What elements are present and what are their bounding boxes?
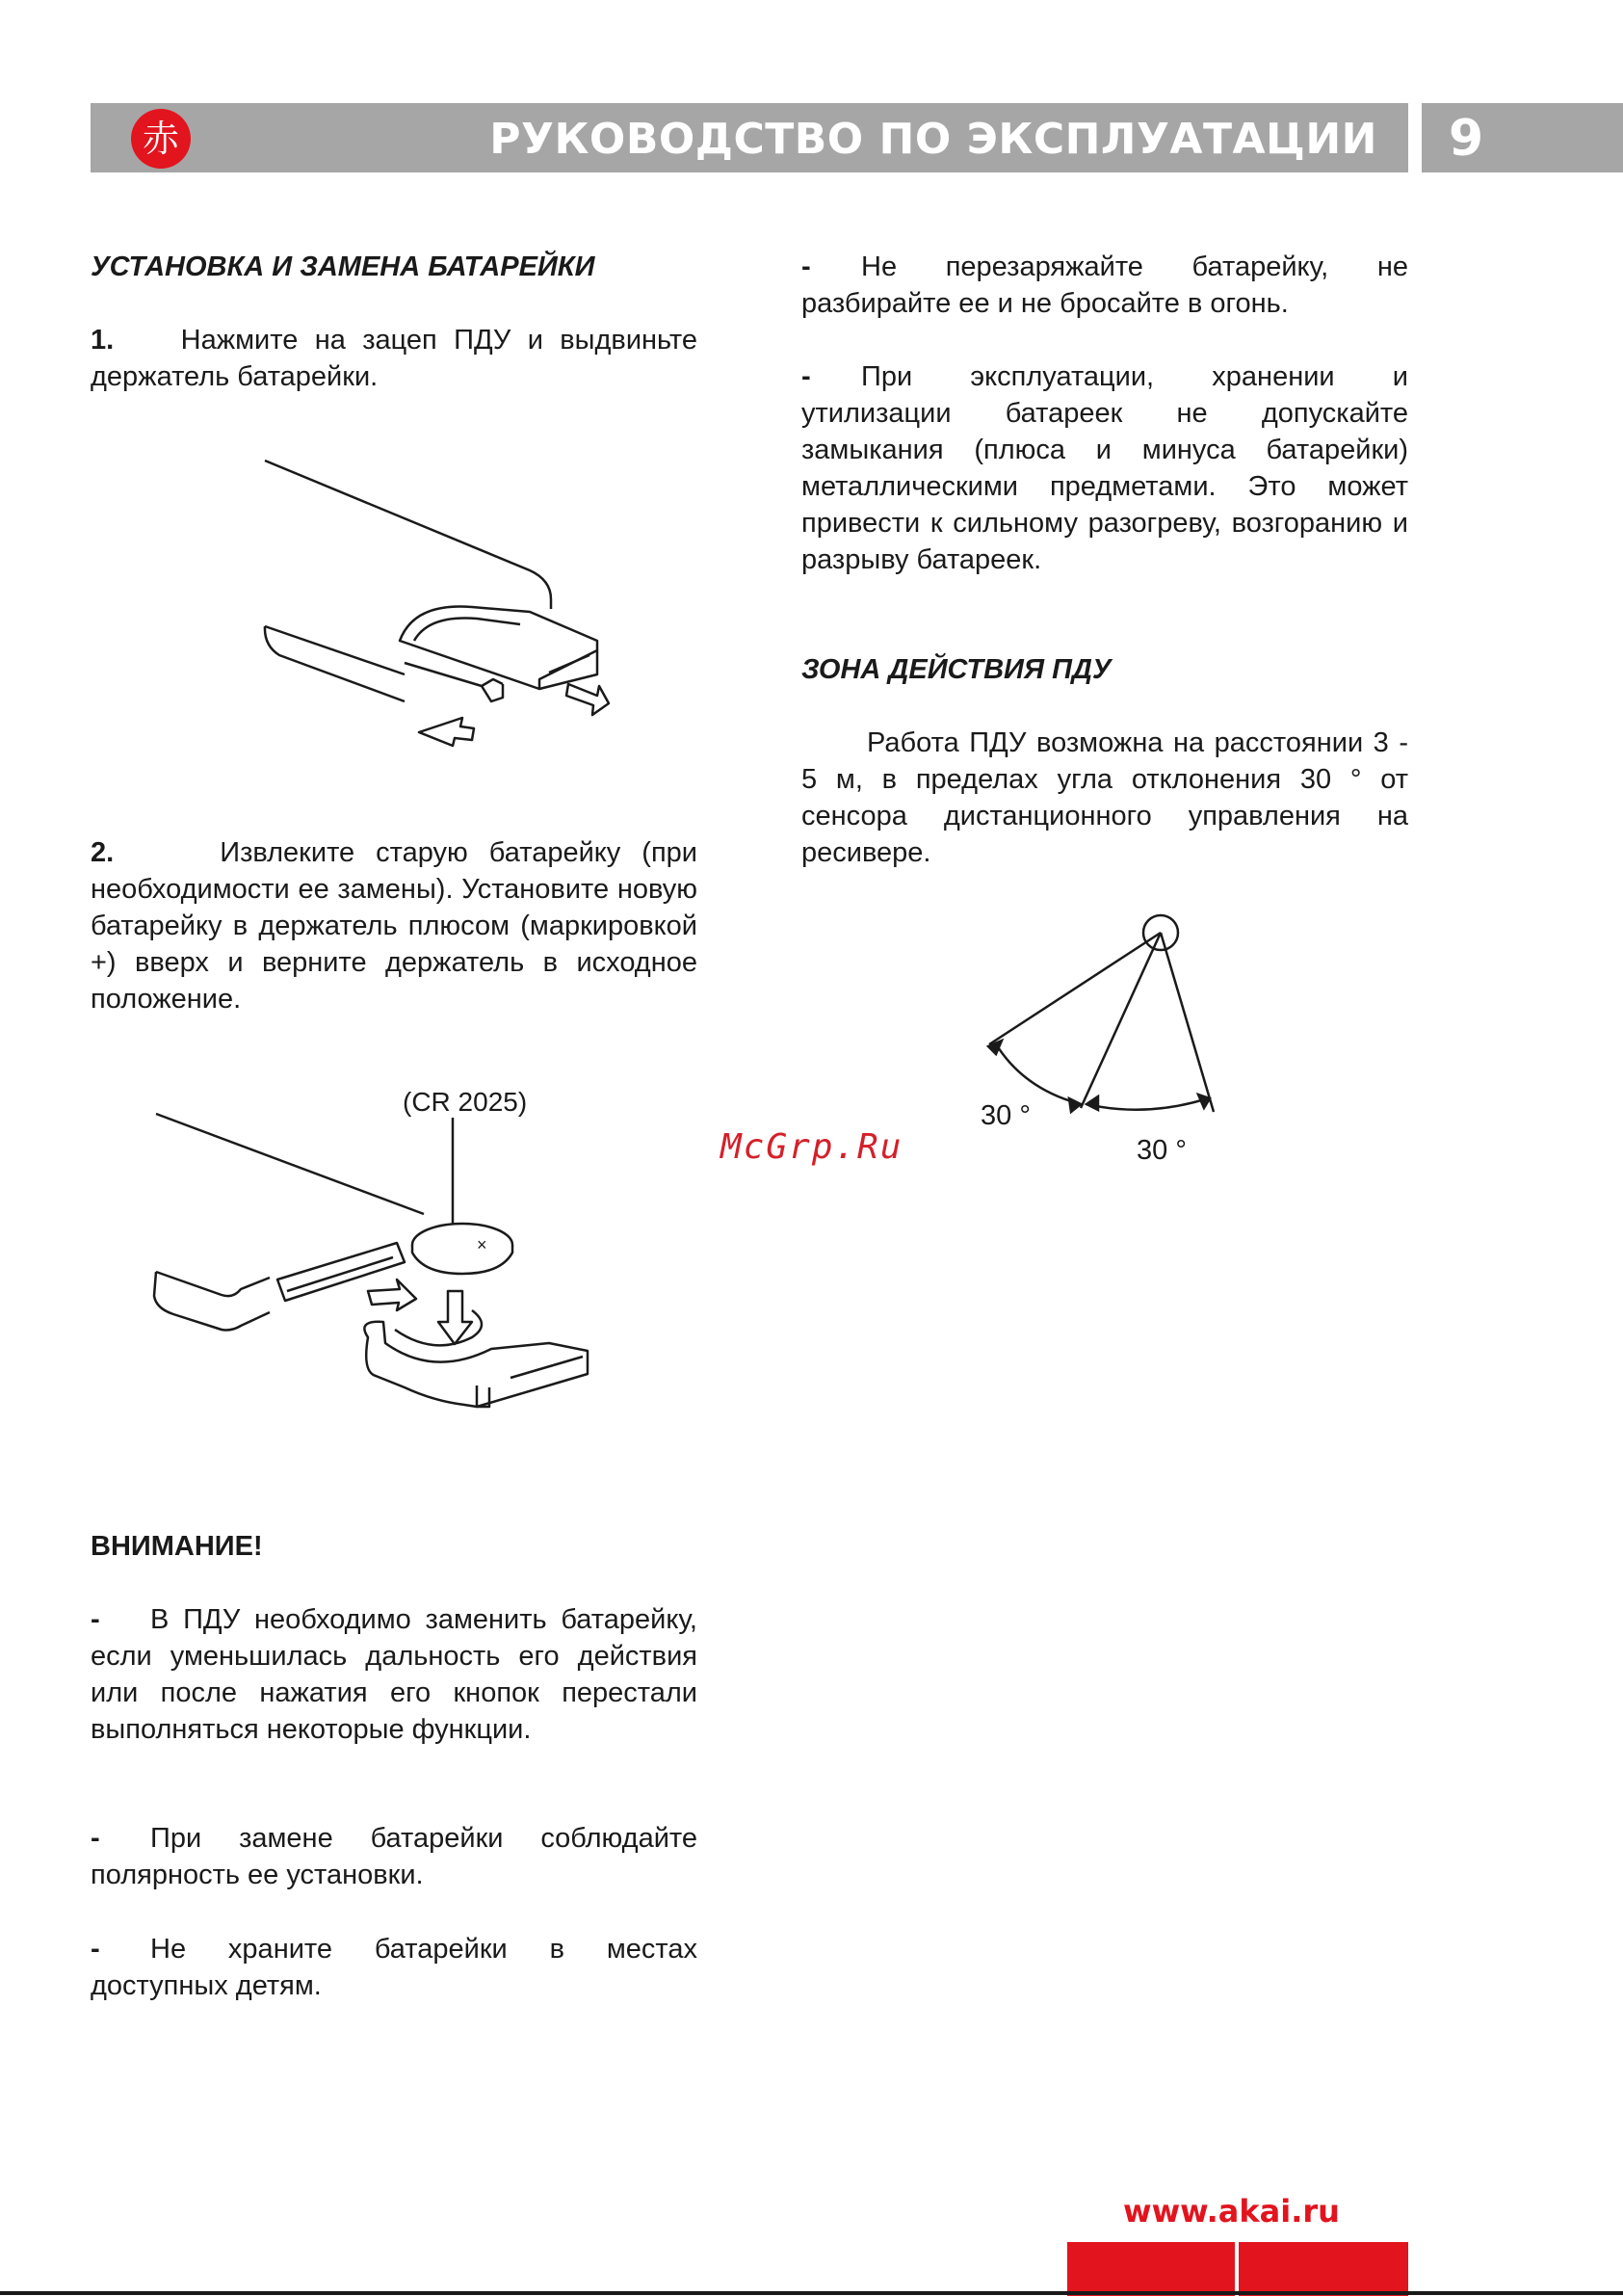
push-arrow-icon (419, 718, 474, 746)
caution-item-2 (801, 358, 1408, 578)
watermark: McGrp.Ru (720, 1127, 903, 1167)
footer-red-block-right (1239, 2242, 1408, 2296)
page-number: 9 (1449, 110, 1484, 168)
bullet-dash: - (801, 361, 811, 392)
warning-text-3: Не храните батарейки в местах доступных детям. (91, 1934, 697, 2001)
caution-text-2: При эксплуатации, хранении и утилизации батареек не допускайте замыкания (плюса и минуса батарейки) металлическими предметами. Это может привести к сильному разогреву, возгоранию и разрыву батареек. (801, 361, 1408, 575)
right-range-line (1161, 933, 1214, 1112)
left-angle-label: 30 ° (981, 1100, 1031, 1131)
right-angle-arc (1086, 1098, 1208, 1110)
remote-bottom-edge (265, 626, 405, 701)
battery-holder (400, 606, 597, 689)
bullet-dash: - (91, 1934, 100, 1965)
step-1-text: Нажмите на зацеп ПДУ и выдвиньте держатель батарейки. (91, 325, 697, 392)
remote-body (154, 1272, 270, 1331)
warning-heading: ВНИМАНИЕ! (91, 1531, 263, 1562)
plus-mark: × (477, 1235, 487, 1254)
footer-website-link[interactable]: www.akai.ru (1123, 2193, 1340, 2230)
footer-rule (0, 2291, 1623, 2295)
down-arrow-icon (438, 1291, 472, 1344)
range-section-heading: ЗОНА ДЕЙСТВИЯ ПДУ (801, 654, 1112, 685)
footer-red-block-left (1067, 2242, 1235, 2296)
battery-insert-illustration (144, 1098, 626, 1436)
caution-text-1: Не перезаряжайте батарейку, не разбирайте ее и не бросайте в огонь. (801, 251, 1408, 319)
akai-logo-icon: 赤 (131, 109, 191, 169)
battery-section-heading: УСТАНОВКА И ЗАМЕНА БАТАРЕЙКИ (91, 251, 595, 282)
left-angle-arc (995, 1042, 1081, 1104)
warning-text-1: В ПДУ необходимо заменить батарейку, если уменьшилась дальность его действия или после нажатия его кнопок перестали выполняться некоторые функции. (91, 1604, 697, 1745)
warning-item-3 (91, 1931, 697, 2004)
warning-item-2 (91, 1820, 697, 1893)
step-2 (91, 834, 697, 1017)
step-2-number: 2. (91, 837, 115, 868)
step-1 (91, 322, 697, 395)
range-description: Работа ПДУ возможна на расстоянии 3 - 5 м, в пределах угла отклонения 30 ° от сенсора дистанционного управления на ресивере. (801, 727, 1408, 868)
bullet-dash: - (91, 1604, 100, 1635)
warning-item-1 (91, 1601, 697, 1748)
pull-arrow-icon (566, 684, 609, 715)
battery-model-label: (CR 2025) (403, 1087, 528, 1117)
header-bar (91, 103, 1408, 172)
remote-top-edge (265, 461, 551, 609)
insert-arrow-icon (368, 1280, 416, 1310)
manual-title: РУКОВОДСТВО ПО ЭКСПЛУАТАЦИИ (489, 115, 1377, 164)
step-2-text: Извлеките старую батарейку (при необходимости ее замены). Установите новую батарейку в держатель плюсом (маркировкой +) вверх и верните держатель в исходное положение. (91, 837, 697, 1015)
right-angle-label: 30 ° (1137, 1135, 1187, 1166)
caution-item-1 (801, 249, 1408, 322)
page-number-box (1422, 103, 1623, 172)
bullet-dash: - (801, 251, 811, 282)
step-1-number: 1. (91, 325, 115, 356)
battery-holder-slide-illustration (250, 443, 636, 752)
bullet-dash: - (91, 1823, 100, 1854)
warning-text-2: При замене батарейки соблюдайте полярность ее установки. (91, 1823, 697, 1890)
